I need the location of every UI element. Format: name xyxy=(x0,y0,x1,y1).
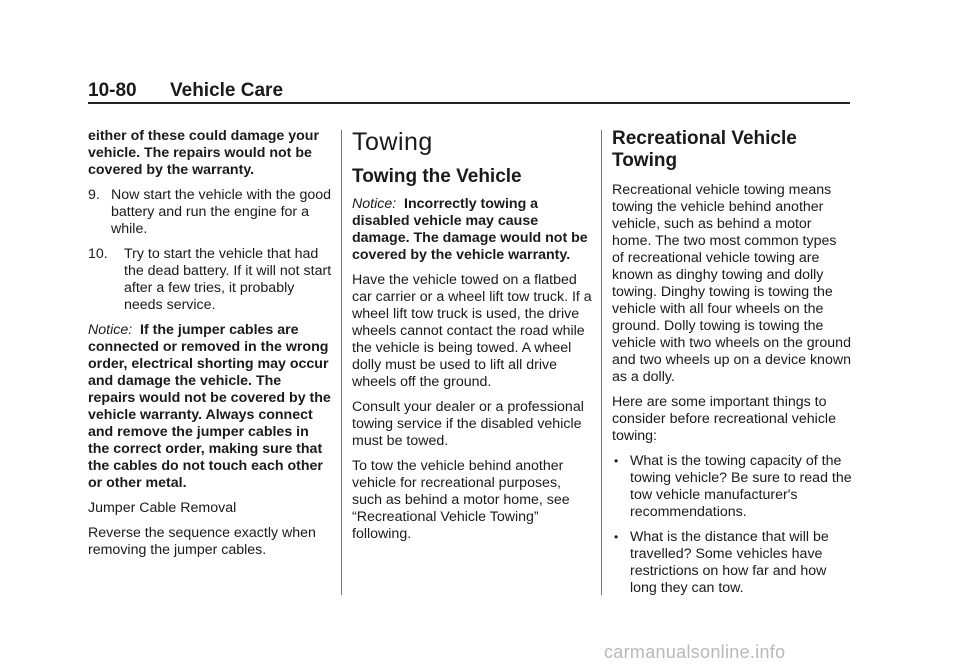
step-10-text: Try to start the vehicle that had the dead battery. If it will not start after a few tries, it probably needs service. xyxy=(124,246,332,313)
rv-bullet-2-text: What is the distance that will be travelled? Some vehicles have restrictions on how far and how long they can tow. xyxy=(630,529,829,596)
notice-text: If the jumper cables are connected or removed in the wrong order, electrical shorting may occur and damage the vehicle. The repairs would not be covered by the vehicle warranty. Always connect and remove the jumper cables in the correct order, making sure that the cables do not touch each other or other metal. xyxy=(88,322,331,491)
notice-towing xyxy=(352,196,592,264)
towing-para-1: Have the vehicle towed on a flatbed car carrier or a wheel lift tow truck. If a wheel lift tow truck is used, the drive wheels cannot contact the road while the vehicle is being towed. A wheel dolly must be used to lift all drive wheels off the ground. xyxy=(352,272,592,390)
column-divider-2 xyxy=(601,130,602,595)
header-rule xyxy=(88,102,850,104)
column-divider-1 xyxy=(341,130,342,595)
rv-towing-title: Recreational Vehicle Towing xyxy=(612,128,797,171)
warning-continued: either of these could damage your vehicle. The repairs would not be covered by the warranty. xyxy=(88,128,319,178)
rv-para-1: Recreational vehicle towing means towing the vehicle behind another vehicle, such as behind a motor home. The two most common types of recreational vehicle towing are known as dinghy towing and dolly towing. Dinghy towing is towing the vehicle with all four wheels on the ground. Dolly towing is towing the vehicle with two wheels on the ground and two wheels up on a device known as a dolly. xyxy=(612,182,851,385)
bullet-icon: • xyxy=(614,530,619,544)
rv-bullet-1-text: What is the towing capacity of the towing vehicle? Be sure to read the tow vehicle manufacturer's recommendations. xyxy=(630,453,852,520)
notice-text: Incorrectly towing a disabled vehicle may cause damage. The damage would not be covered by the vehicle warranty. xyxy=(352,196,588,263)
section-title: Vehicle Care xyxy=(170,80,284,101)
step-9-text: Now start the vehicle with the good battery and run the engine for a while. xyxy=(111,187,332,237)
notice-label: Notice: xyxy=(88,322,133,338)
jumper-removal-heading: Jumper Cable Removal xyxy=(88,500,237,516)
watermark: carmanualsonline.info xyxy=(604,642,786,662)
towing-vehicle-subtitle: Towing the Vehicle xyxy=(352,166,522,187)
rv-para-2: Here are some important things to consider before recreational vehicle towing: xyxy=(612,394,836,444)
step-10 xyxy=(88,246,332,314)
step-9 xyxy=(88,187,332,238)
rv-bullet-2 xyxy=(612,529,852,597)
step-9-number: 9. xyxy=(88,187,100,203)
towing-para-2: Consult your dealer or a professional towing service if the disabled vehicle must be towed. xyxy=(352,399,584,449)
step-10-number: 10. xyxy=(88,246,108,262)
notice-label: Notice: xyxy=(352,196,397,212)
column-1 xyxy=(88,128,332,567)
page-number: 10-80 xyxy=(88,80,137,101)
jumper-removal-text: Reverse the sequence exactly when removing the jumper cables. xyxy=(88,525,316,558)
rv-bullet-1 xyxy=(612,453,852,521)
bullet-icon: • xyxy=(614,454,619,468)
towing-title: Towing xyxy=(352,128,433,156)
column-3 xyxy=(612,128,852,605)
towing-para-3: To tow the vehicle behind another vehicle for recreational purposes, such as behind a motor home, see “Recreational Vehicle Towing” following. xyxy=(352,458,570,542)
page-header xyxy=(88,80,283,102)
column-2 xyxy=(352,126,592,551)
notice-jumper xyxy=(88,322,332,492)
